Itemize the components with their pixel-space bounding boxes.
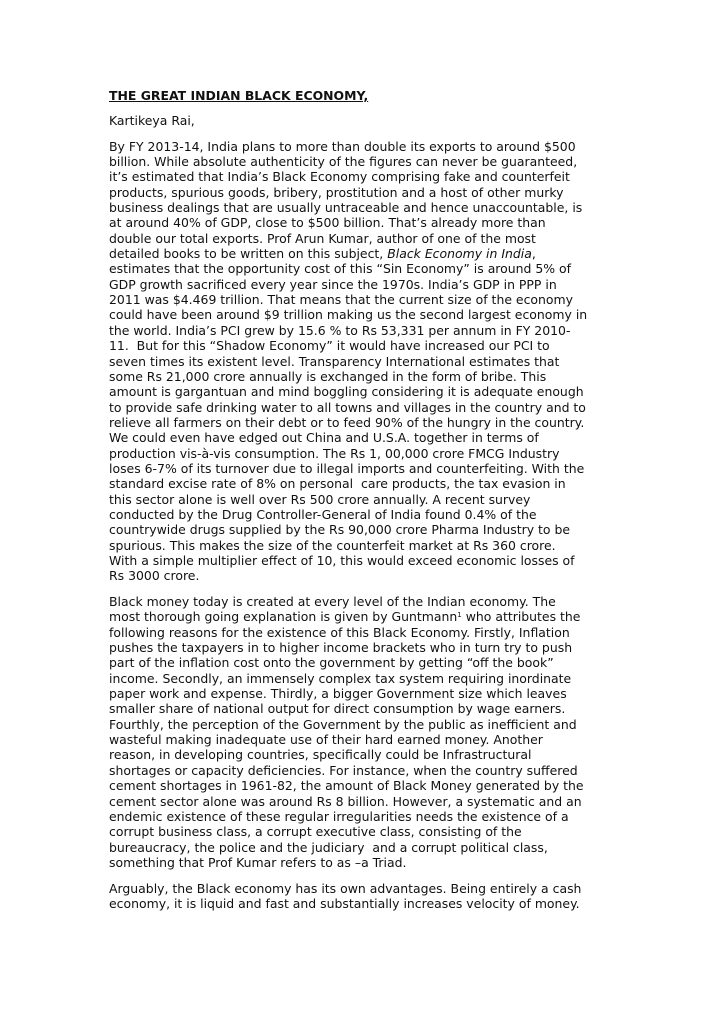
text-segment: spurious. This makes the size of the counterfeit market at Rs 360 crore. — [109, 537, 556, 553]
text-line — [109, 609, 619, 624]
text-segment: countrywide drugs supplied by the Rs 90,000 crore Pharma Industry to be — [109, 522, 571, 538]
text-line — [109, 553, 619, 568]
text-line — [109, 747, 619, 762]
text-line — [109, 594, 619, 609]
document-title: THE GREAT INDIAN BLACK ECONOMY, — [109, 88, 369, 103]
text-segment: could have been around $9 trillion making us the second largest economy in — [109, 307, 588, 323]
text-line — [109, 430, 619, 445]
text-line — [109, 671, 619, 686]
text-segment: relieve all farmers on their debt or to feed 90% of the hungry in the country. — [109, 414, 585, 430]
text-segment: Black money today is created at every level of the Indian economy. The — [109, 594, 556, 610]
text-line — [109, 446, 619, 461]
text-segment: products, spurious goods, bribery, prostitution and a host of other murky — [109, 184, 564, 200]
text-segment: following reasons for the existence of this Black Economy. Firstly, Inflation — [109, 624, 570, 640]
text-segment: pushes the taxpayers in to higher income brackets who in turn try to push — [109, 640, 573, 656]
text-line — [109, 522, 619, 537]
text-line — [109, 717, 619, 732]
text-line — [109, 794, 619, 809]
text-segment: We could even have edged out China and U.S.A. together in terms of — [109, 430, 539, 446]
paragraph — [109, 881, 619, 912]
text-segment: reason, in developing countries, specifically could be Infrastructural — [109, 747, 532, 763]
text-segment: this sector alone is well over Rs 500 crore annually. A recent survey — [109, 491, 531, 507]
text-segment: billion. While absolute authenticity of the figures can never be guaranteed, — [109, 154, 578, 170]
text-segment: bureaucracy, the police and the judiciary and a corrupt political class, — [109, 839, 548, 855]
text-line — [109, 384, 619, 399]
text-segment: to provide safe drinking water to all towns and villages in the country and to — [109, 399, 586, 415]
text-line — [109, 369, 619, 384]
text-segment: economy, it is liquid and fast and substantially increases velocity of money. — [109, 895, 580, 911]
text-segment: Rs 3000 crore. — [109, 568, 200, 584]
text-segment: smaller share of national output for direct consumption by wage earners. — [109, 701, 566, 717]
text-line — [109, 855, 619, 870]
book-title: Black Economy in India — [387, 246, 532, 262]
text-segment: production vis-à-vis consumption. The Rs 1, 00,000 crore FMCG Industry — [109, 445, 560, 461]
text-line — [109, 307, 619, 322]
document-body — [109, 88, 619, 922]
text-segment: something that Prof Kumar refers to as –a Triad. — [109, 854, 407, 870]
text-segment: cement shortages in 1961-82, the amount of Black Money generated by the — [109, 778, 584, 794]
text-line — [109, 292, 619, 307]
text-line — [109, 809, 619, 824]
paragraph — [109, 594, 619, 870]
text-line — [109, 400, 619, 415]
text-segment: Fourthly, the perception of the Government by the public as inefficient and — [109, 716, 577, 732]
text-segment: With a simple multiplier effect of 10, this would exceed economic losses of — [109, 552, 575, 568]
text-line — [109, 185, 619, 200]
text-line — [109, 507, 619, 522]
text-segment: 2011 was $4.469 trillion. That means that the current size of the economy — [109, 292, 573, 308]
article-text — [109, 139, 619, 912]
text-line — [109, 492, 619, 507]
text-line — [109, 139, 619, 154]
text-segment: paper work and expense. Thirdly, a bigger Government size which leaves — [109, 686, 567, 702]
text-segment: GDP growth sacrificed every year since the 1970s. India’s GDP in PPP in — [109, 276, 557, 292]
text-segment: Arguably, the Black economy has its own advantages. Being entirely a cash — [109, 880, 582, 896]
text-line — [109, 277, 619, 292]
text-segment: part of the inflation cost onto the government by getting “off the book” — [109, 655, 554, 671]
text-segment: shortages or capacity deficiencies. For instance, when the country suffered — [109, 762, 578, 778]
text-segment: most thorough going explanation is given by Guntmann — [109, 609, 458, 625]
text-line — [109, 640, 619, 655]
text-line — [109, 415, 619, 430]
text-line — [109, 701, 619, 716]
text-line — [109, 896, 619, 911]
text-line — [109, 215, 619, 230]
text-line — [109, 246, 619, 261]
text-segment: who attributes the — [461, 609, 581, 625]
text-line — [109, 461, 619, 476]
text-segment: at around 40% of GDP, close to $500 billion. That’s already more than — [109, 215, 546, 231]
text-line — [109, 655, 619, 670]
text-segment: 11. But for this “Shadow Economy” it would have increased our PCI to — [109, 338, 550, 354]
text-segment: amount is gargantuan and mind boggling considering it is adequate enough — [109, 384, 584, 400]
text-segment: detailed books to be written on this subject, — [109, 246, 388, 262]
text-segment: the world. India’s PCI grew by 15.6 % to Rs 53,331 per annum in FY 2010- — [109, 322, 571, 338]
text-line — [109, 261, 619, 276]
text-segment: double our total exports. Prof Arun Kumar, author of one of the most — [109, 230, 536, 246]
text-line — [109, 625, 619, 640]
text-segment: By FY 2013-14, India plans to more than double its exports to around $500 — [109, 138, 576, 154]
text-line — [109, 568, 619, 583]
text-segment: some Rs 21,000 crore annually is exchanged in the form of bribe. This — [109, 368, 547, 384]
text-line — [109, 231, 619, 246]
text-line — [109, 840, 619, 855]
text-segment: it’s estimated that India’s Black Economy comprising fake and counterfeit — [109, 169, 570, 185]
text-segment: business dealings that are usually untraceable and hence unaccountable, is — [109, 200, 583, 216]
text-segment: corrupt business class, a corrupt executive class, consisting of the — [109, 824, 522, 840]
text-segment: , — [531, 246, 536, 262]
text-segment: cement sector alone was around Rs 8 billion. However, a systematic and an — [109, 793, 582, 809]
text-segment: endemic existence of these regular irregularities needs the existence of a — [109, 808, 569, 824]
text-line — [109, 154, 619, 169]
paragraph — [109, 139, 619, 584]
text-line — [109, 338, 619, 353]
text-segment: loses 6-7% of its turnover due to illegal imports and counterfeiting. With the — [109, 460, 585, 476]
text-line — [109, 354, 619, 369]
text-line — [109, 732, 619, 747]
text-line — [109, 323, 619, 338]
text-line — [109, 686, 619, 701]
footnote-marker: 1 — [457, 611, 462, 620]
text-segment: estimates that the opportunity cost of this “Sin Economy” is around 5% of — [109, 261, 572, 277]
author-line: Kartikeya Rai, — [109, 113, 195, 129]
text-line — [109, 538, 619, 553]
text-segment: standard excise rate of 8% on personal care products, the tax evasion in — [109, 476, 566, 492]
text-segment: income. Secondly, an immensely complex tax system requiring inordinate — [109, 670, 572, 686]
text-segment: conducted by the Drug Controller-General of India found 0.4% of the — [109, 506, 537, 522]
text-line — [109, 881, 619, 896]
text-line — [109, 824, 619, 839]
text-segment: seven times its existent level. Transparency International estimates that — [109, 353, 560, 369]
text-line — [109, 476, 619, 491]
text-line — [109, 778, 619, 793]
text-line — [109, 763, 619, 778]
text-line — [109, 200, 619, 215]
text-line — [109, 169, 619, 184]
text-segment: wasteful making inadequate use of their hard earned money. Another — [109, 732, 543, 748]
